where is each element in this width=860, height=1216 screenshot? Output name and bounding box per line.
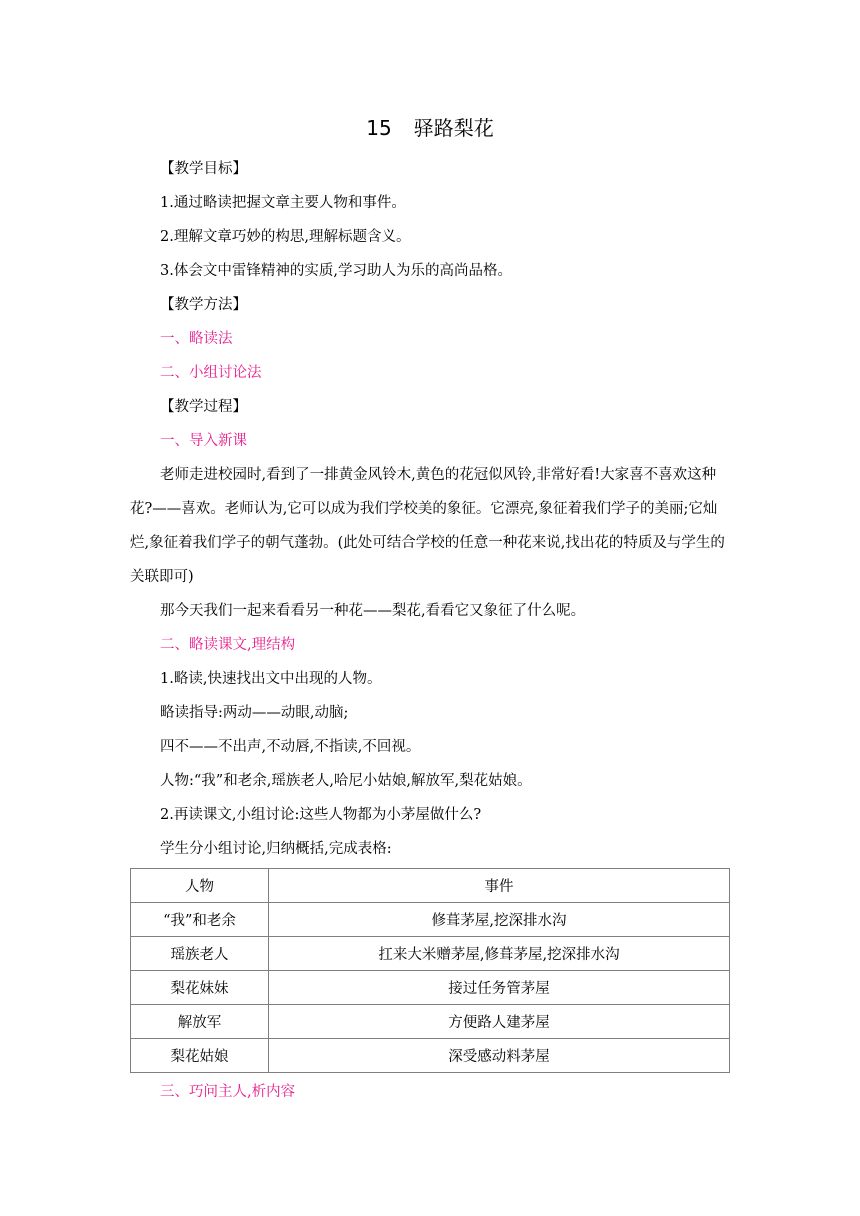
table-row <box>131 937 730 971</box>
table-cell: “我”和老余 <box>131 903 269 937</box>
step-heading: 一、导入新课 <box>160 433 247 449</box>
lesson-number: 15 <box>366 116 392 140</box>
text-line: 2.再读课文,小组讨论:这些人物都为小茅屋做什么? <box>160 807 482 823</box>
table-row <box>131 971 730 1005</box>
process-heading: 【教学过程】 <box>160 399 247 415</box>
paragraph: 老师走进校园时,看到了一排黄金风铃木,黄色的花冠似风铃,非常好看!大家喜不喜欢这种花?——喜欢。老师认为,它可以成为我们学校美的象征。它漂亮,象征着我们学子的美丽;它灿烂,象征着我们学子的朝气蓬勃。(此处可结合学校的任意一种花来说,找出花的特质及与学生的关联即可) <box>130 467 725 585</box>
text-line: 略读指导:两动——动眼,动脑; <box>160 705 349 721</box>
text-line: 人物:“我”和老余,瑶族老人,哈尼小姑娘,解放军,梨花姑娘。 <box>160 773 532 789</box>
table-cell: 深受感动料茅屋 <box>269 1039 730 1073</box>
lesson-title: 驿路梨花 <box>413 116 494 140</box>
method-item: 二、小组讨论法 <box>160 365 262 381</box>
text-line: 学生分小组讨论,归纳概括,完成表格: <box>160 841 392 857</box>
methods-heading: 【教学方法】 <box>160 297 247 313</box>
table-cell: 梨花妹妹 <box>131 971 269 1005</box>
table-cell: 梨花姑娘 <box>131 1039 269 1073</box>
table-row <box>131 903 730 937</box>
step-heading: 三、巧问主人,析内容 <box>160 1084 296 1100</box>
table-header-cell: 事件 <box>269 869 730 903</box>
table-cell: 方便路人建茅屋 <box>269 1005 730 1039</box>
table-cell: 接过任务管茅屋 <box>269 971 730 1005</box>
table-row <box>131 1039 730 1073</box>
step-heading: 二、略读课文,理结构 <box>160 637 296 653</box>
character-events-table <box>130 868 730 1073</box>
table-header-row <box>131 869 730 903</box>
goal-item: 2.理解文章巧妙的构思,理解标题含义。 <box>160 229 411 245</box>
table-cell: 解放军 <box>131 1005 269 1039</box>
document-body <box>130 152 730 1109</box>
table-header-cell: 人物 <box>131 869 269 903</box>
table-row <box>131 1005 730 1039</box>
goals-heading: 【教学目标】 <box>160 161 247 177</box>
paragraph: 那今天我们一起来看看另一种花——梨花,看看它又象征了什么呢。 <box>160 603 586 619</box>
text-line: 四不——不出声,不动唇,不指读,不回视。 <box>160 739 421 755</box>
table-cell: 瑶族老人 <box>131 937 269 971</box>
text-line: 1.略读,快速找出文中出现的人物。 <box>160 671 382 687</box>
page-title <box>0 114 860 142</box>
goal-item: 3.体会文中雷锋精神的实质,学习助人为乐的高尚品格。 <box>160 263 512 279</box>
method-item: 一、略读法 <box>160 331 233 347</box>
goal-item: 1.通过略读把握文章主要人物和事件。 <box>160 195 406 211</box>
table-cell: 修葺茅屋,挖深排水沟 <box>269 903 730 937</box>
table-cell: 扛来大米赠茅屋,修葺茅屋,挖深排水沟 <box>269 937 730 971</box>
